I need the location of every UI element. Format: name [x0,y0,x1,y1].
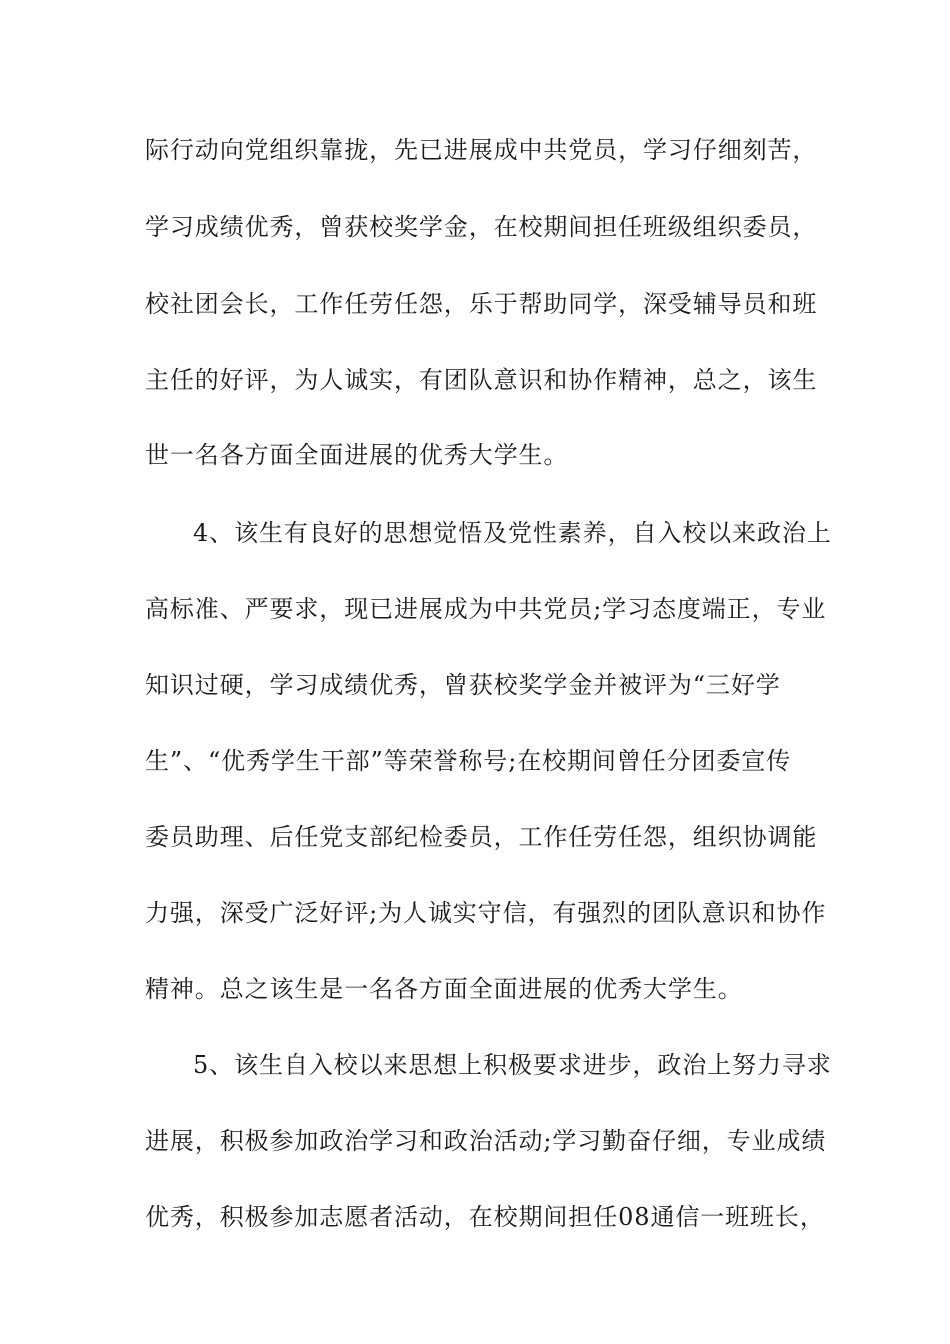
text-line: 优秀，积极参加志愿者活动，在校期间担任08通信一班班长， [145,1203,825,1231]
text-line: 进展，积极参加政治学习和政治活动;学习勤奋仔细，专业成绩 [145,1127,827,1155]
text-line: 委员助理、后任党支部纪检委员，工作任劳任怨，组织协调能 [145,823,818,851]
text-line: 世一名各方面全面进展的优秀大学生。 [145,441,569,469]
paragraph-4-start: 4、该生有良好的思想觉悟及党性素养，自入校以来政治上 [193,519,832,547]
text-line: 高标准、严要求，现已进展成为中共党员;学习态度端正，专业 [145,595,827,623]
text-line: 生”、“优秀学生干部”等荣誉称号;在校期间曾任分团委宣传 [145,747,792,775]
text-line: 主任的好评，为人诚实，有团队意识和协作精神，总之，该生 [145,366,818,394]
paragraph-5-start: 5、该生自入校以来思想上积极要求进步，政治上努力寻求 [193,1051,832,1079]
text-line: 力强，深受广泛好评;为人诚实守信，有强烈的团队意识和协作 [145,899,827,927]
text-line: 精神。总之该生是一名各方面全面进展的优秀大学生。 [145,975,743,1003]
text-line: 知识过硬，学习成绩优秀，曾获校奖学金并被评为“三好学 [145,671,781,699]
text-line: 际行动向党组织靠拢，先已进展成中共党员，学习仔细刻苦， [145,136,818,164]
text-line: 学习成绩优秀，曾获校奖学金，在校期间担任班级组织委员， [145,213,818,241]
text-line: 校社团会长，工作任劳任怨，乐于帮助同学，深受辅导员和班 [145,290,818,318]
